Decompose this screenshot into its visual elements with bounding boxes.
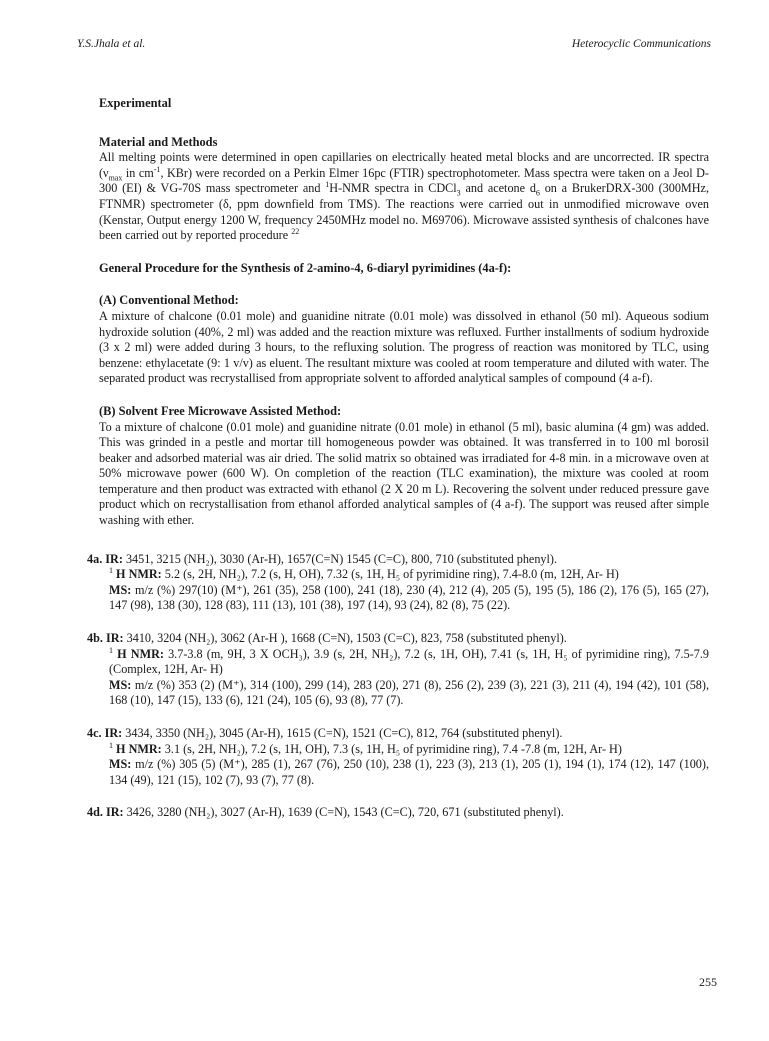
author-header: Y.S.Jhala et al. — [77, 38, 146, 50]
page-number: 255 — [699, 975, 717, 989]
compound-4d-entry — [87, 805, 709, 821]
journal-header: Heterocyclic Communications — [571, 38, 711, 50]
materials-methods-heading: Material and Methods — [99, 134, 218, 149]
experimental-heading: Experimental — [99, 96, 172, 110]
conventional-method-paragraph: A mixture of chalcone (0.01 mole) and guanidine nitrate (0.01 mole) was dissolved in ethanol (50 ml). Aqueous sodium hydroxide solution (40%, 2 ml) was added and the reaction mixture was refluxed. Further installments of sodium hydroxide (3 x 2 ml) were added during 3 hours, to the refluxing solution. The progress of reaction was monitored by TLC, using benzene: ethylacetate (9: 1 v/v) as eluent. The resultant mixture was cooled at room temperature and diluted with water. The separated product was recrystallised from appropriate solvent to afforded analytical samples of compound (4 a-f). — [99, 308, 709, 386]
compound-4a-ms: MS: m/z (%) 297(10) (M⁺), 261 (35), 258 (100), 241 (18), 230 (4), 212 (4), 205 (5), 195 (5), 186 (2), 176 (5), 165 (27), 147 (98), 138 (30), 128 (83), 111 (13), 101 (38), 197 (14), 93 (24), 82 (8), 75 (22). — [109, 582, 709, 613]
microwave-method-heading: (B) Solvent Free Microwave Assisted Method: — [99, 403, 342, 418]
compound-4a-nmr: $^1$ H NMR: 5.2 (s, 2H, NH₂), 7.2 (s, H, OH), 7.32 (s, 1H, H₅ of pyrimidine ring), 7.4-8.0 (m, 12H, Ar- H) — [109, 566, 619, 582]
compound-4d-ir: 4d. IR: 3426, 3280 (NH₂), 3027 (Ar-H), 1639 (C=N), 1543 (C=C), 720, 671 (substituted phenyl). — [87, 805, 564, 820]
main-content — [87, 96, 710, 821]
materials-methods-paragraph: All melting points were determined in open capillaries on electrically heated metal blocks and are uncorrected. IR spectra ($\nu_{max}$ in $cm^{-1}$, KBr) were recorded on a Perkin Elmer 16pc (FTIR) spectrophotometer. Mass spectra were taken on a Jeol D-300 (EI) & VG-70S mass spectrometer and $^1$H-NMR spectra in CDCl$_3$ and acetone $d_6$ on a BrukerDRX-300 (300MHz, FTNMR) spectrometer (δ, ppm downfield from TMS). The reactions were carried out in unmodified microwave oven (Kenstar, Output energy 1200 W, frequency 2450MHz model no. M69706). Microwave assisted synthesis of chalcones have been carried out by reported procedure $^{22}$ — [99, 150, 710, 243]
compound-4b-ms: MS: m/z (%) 353 (2) (M⁺), 314 (100), 299 (14), 283 (20), 271 (8), 256 (2), 239 (3), 221 (3), 211 (4), 194 (42), 101 (58), 168 (10), 147 (15), 133 (6), 121 (24), 105 (6), 93 (8), 77 (7). — [109, 677, 709, 708]
compound-4c-ir: 4c. IR: 3434, 3350 (NH₂), 3045 (Ar-H), 1615 (C=N), 1521 (C=C), 812, 764 (substituted phenyl). — [87, 726, 563, 740]
compound-4c-ms: MS: m/z (%) 305 (5) (M⁺), 285 (1), 267 (76), 250 (10), 238 (1), 223 (3), 213 (1), 205 (1), 194 (1), 174 (12), 147 (100), 134 (49), 121 (15), 102 (7), 93 (7), 77 (8). — [109, 757, 709, 787]
compound-4c-nmr: $^1$ H NMR: 3.1 (s, 2H, NH₂), 7.2 (s, 1H, OH), 7.3 (s, 1H, H₅ of pyrimidine ring), 7.4 -7.8 (m, 12H, Ar- H) — [109, 740, 622, 756]
conventional-method-heading: (A) Conventional Method: — [99, 293, 239, 308]
compound-4a-ir: 4a. IR: 3451, 3215 (NH₂), 3030 (Ar-H), 1657(C=N) 1545 (C=C), 800, 710 (substituted phenyl). — [87, 551, 558, 566]
compound-4b-ir: 4b. IR: 3410, 3204 (NH₂), 3062 (Ar-H ), 1668 (C=N), 1503 (C=C), 823, 758 (substituted phenyl). — [87, 631, 567, 646]
compound-4c-entry — [87, 726, 709, 788]
general-procedure-heading: General Procedure for the Synthesis of 2-amino-4, 6-diaryl pyrimidines (4a-f): — [99, 260, 512, 275]
compound-4b-entry — [87, 631, 709, 709]
microwave-method-paragraph: To a mixture of chalcone (0.01 mole) and guanidine nitrate (0.01 mole) in ethanol (5 ml), basic alumina (4 gm) was added. This was grinded in a pestle and mortar till homogeneous powder was obtained. It was transferred in to 100 ml borosil beaker and adsorbed material was air dried. The solid matrix so obtained was irradiated for 4-8 min. in a microwave oven at 50% microwave power (600 W). On completion of the reaction (TLC examination), the mixture was cooled at room temperature and then product was extracted with ethanol (2 X 20 m L). Recovering the solvent under reduced pressure gave product which on recrystallisation from ethanol afforded analytical samples of (4 a-f). The support was reused after simple washing with ether. — [99, 419, 709, 528]
compound-4a-entry — [87, 551, 709, 614]
compound-4b-nmr: $^1$ H NMR: 3.7-3.8 (m, 9H, 3 X OCH₃), 3.9 (s, 2H, NH₂), 7.2 (s, 1H, OH), 7.41 (s, 1H, H₅ of pyrimidine ring), 7.5-7.9 (Complex, 12H, Ar- H) — [109, 645, 709, 677]
